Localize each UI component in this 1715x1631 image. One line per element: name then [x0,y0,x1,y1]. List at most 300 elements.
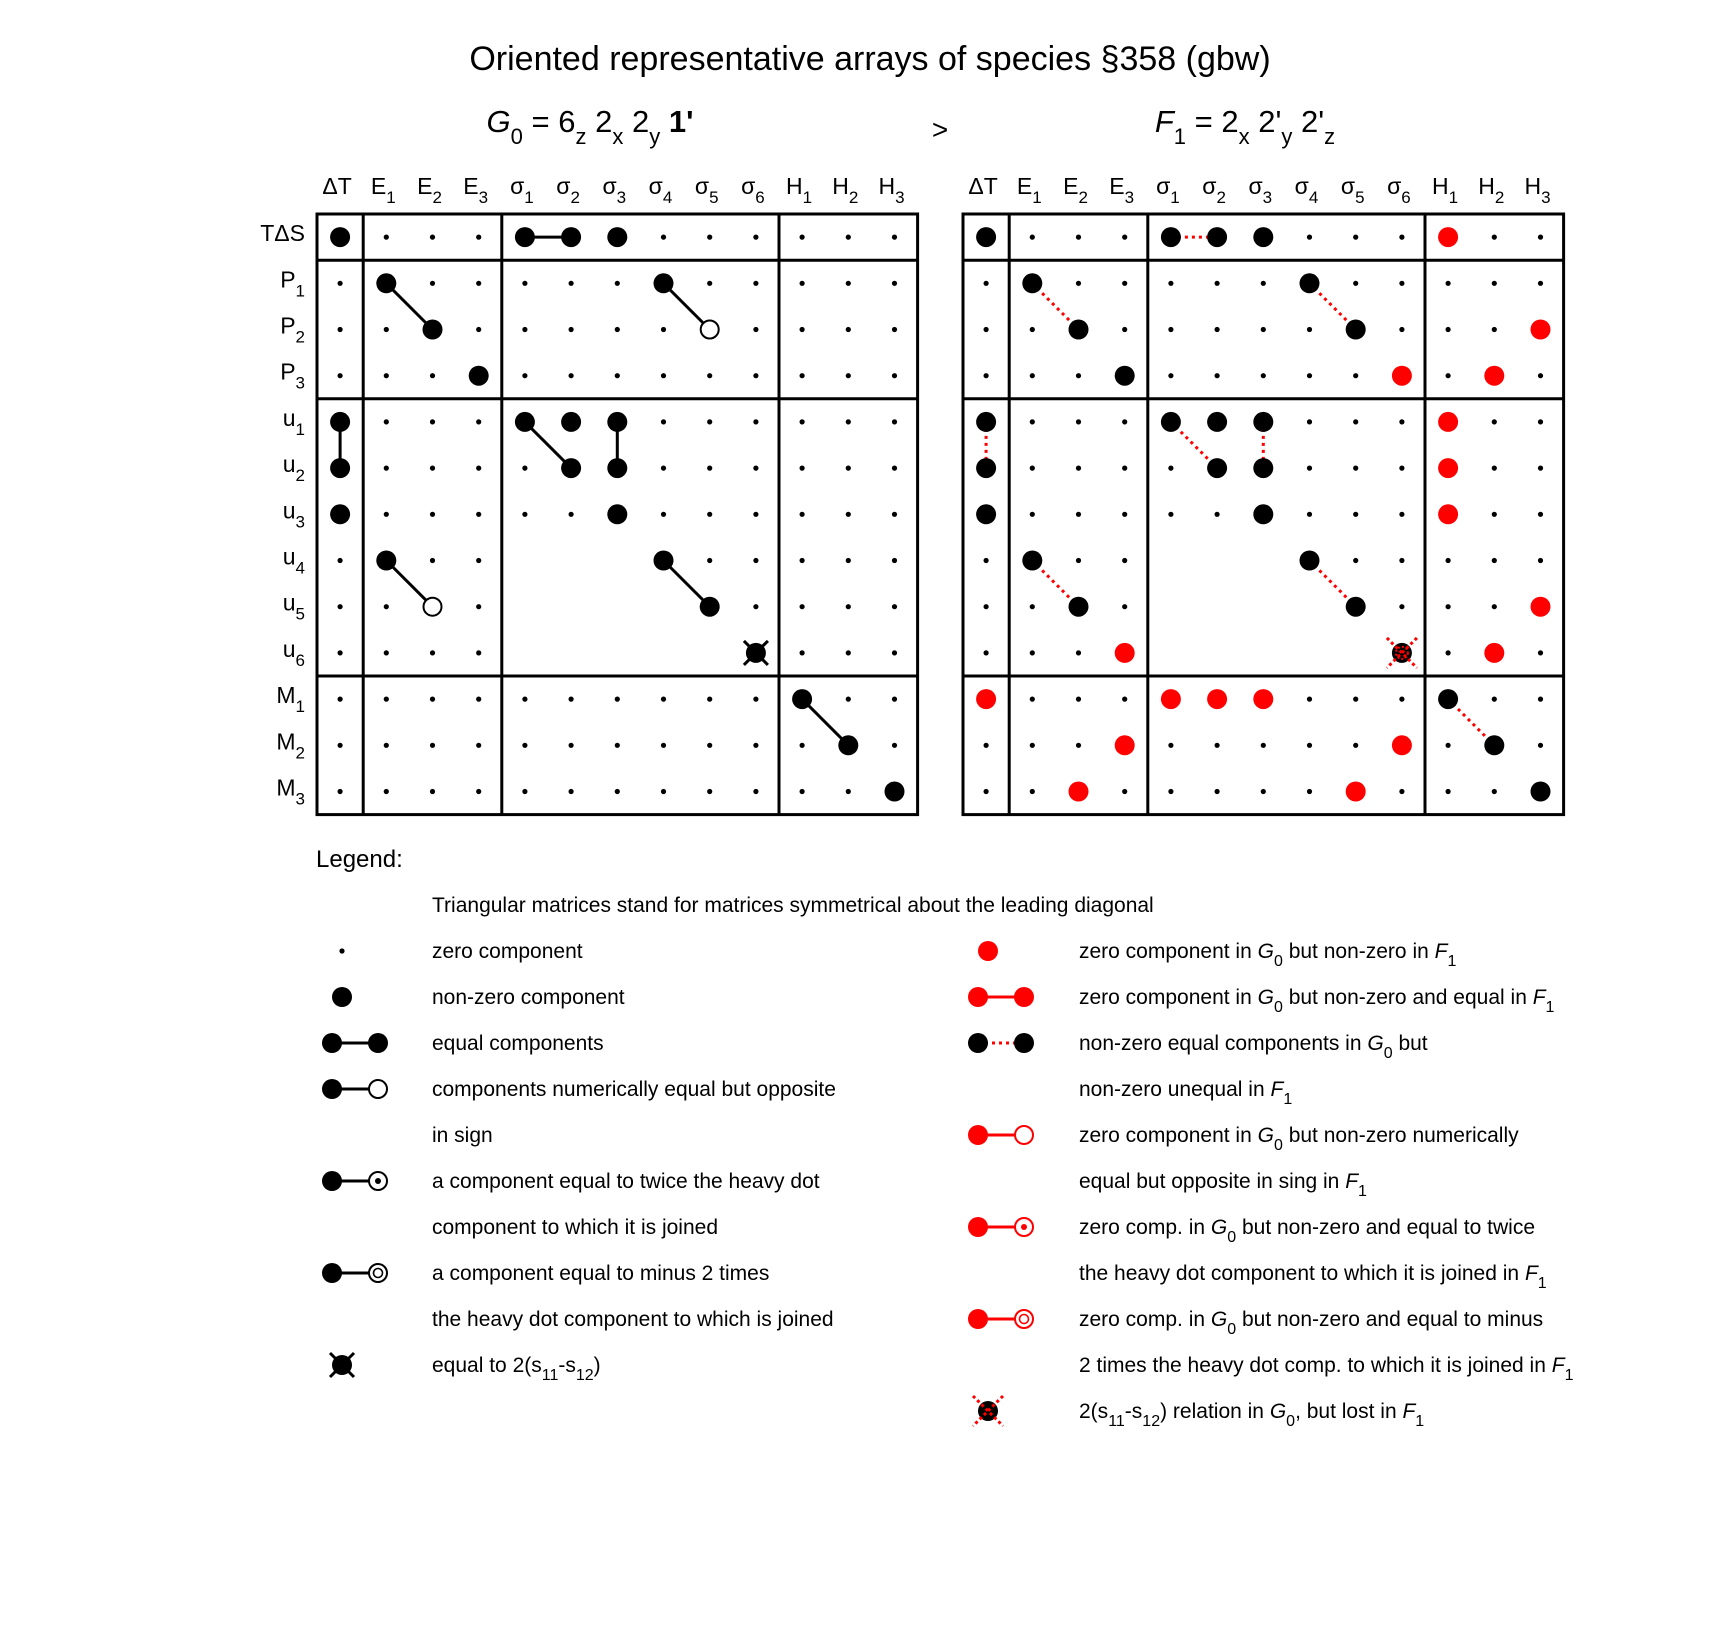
column-header-subscript: 3 [1262,188,1273,207]
small-dot [384,789,389,794]
big-dot [1253,412,1273,432]
column-header-g0 [832,173,858,207]
column-header-subscript: 4 [662,188,673,207]
small-dot [1446,650,1451,655]
small-dot [338,789,343,794]
red-dot [1392,366,1412,386]
small-dot [800,558,805,563]
small-dot [1538,235,1543,240]
small-dot [1168,281,1173,286]
legend-text-part: 0 [1227,1321,1237,1338]
group-operator: 2 [586,104,613,139]
column-header-subscript: 5 [709,188,719,207]
group-heading [487,104,694,149]
small-dot [1261,327,1266,332]
column-header-subscript: 6 [755,188,765,207]
small-dot [1030,604,1035,609]
small-dot [846,558,851,563]
column-header-symbol: σ [510,173,525,199]
legend-text [1079,940,1456,970]
small-dot [384,419,389,424]
small-dot [1030,789,1035,794]
small-dot [892,373,897,378]
legend-text [1079,986,1555,1016]
small-dot [1399,327,1404,332]
small-dot [753,373,758,378]
link-start-dot [322,1263,342,1283]
column-header-symbol: H [1524,173,1542,199]
link-end-ring [1015,1310,1033,1328]
small-dot [1076,558,1081,563]
small-dot [753,281,758,286]
small-dot [1076,466,1081,471]
small-dot [1399,281,1404,286]
legend-text-part: 0 [1383,1045,1393,1062]
small-dot [1353,281,1358,286]
legend-text [1079,1216,1535,1246]
big-dot [976,458,996,478]
legend-symbol-equal-link [322,1033,388,1053]
big-dot [1300,551,1320,571]
small-dot [661,466,666,471]
small-dot [1538,466,1543,471]
small-dot [384,327,389,332]
small-dot [430,512,435,517]
legend-text-part: G [1257,1124,1274,1147]
small-dot [661,743,666,748]
small-dot [615,743,620,748]
red-dot [1531,320,1551,340]
column-header-subscript: 1 [1170,188,1180,207]
big-dot [1207,458,1227,478]
matrices [260,104,1563,815]
small-dot [1168,789,1173,794]
group-heading [1155,104,1335,149]
column-header-symbol: σ [1156,173,1171,199]
legend-note: Triangular matrices stand for matrices symmetrical about the leading diagonal [432,894,1154,917]
small-dot [569,281,574,286]
small-dot [1030,373,1035,378]
small-dot [1353,373,1358,378]
column-header-f1 [1202,173,1226,207]
column-header-symbol: E [370,173,387,199]
link-end-center [1021,1224,1027,1230]
legend-text-part: zero component in [1079,940,1258,963]
small-dot [569,743,574,748]
column-header-subscript: 3 [895,188,905,207]
matrix-g0 [260,173,917,815]
legend-text-part: G [1269,1400,1287,1423]
small-dot [522,466,527,471]
row-label-symbol: u [282,497,296,524]
legend-symbol-twice-link [322,1171,387,1191]
small-dot [615,697,620,702]
legend-text-part: G [1257,940,1274,963]
link-end-ring [369,1080,387,1098]
small-dot [753,604,758,609]
row-label [283,451,305,485]
small-dot [522,743,527,748]
small-dot [1353,512,1358,517]
small-dot [753,512,758,517]
column-header-subscript: 3 [1124,188,1135,207]
column-header-symbol: E [417,173,433,199]
small-dot [846,235,851,240]
legend-symbol-red-opposite-link [968,1125,1033,1145]
small-dot [1076,235,1081,240]
row-label-subscript: 6 [295,650,305,670]
big-dot [976,412,996,432]
red-dot [1161,689,1181,709]
legend-text-part: the heavy dot component to which is joined [432,1308,834,1331]
legend-text-part: 1 [1283,1091,1293,1108]
legend-text-part: a component equal to minus 2 times [432,1262,770,1285]
small-dot [1307,327,1312,332]
column-header-subscript: 2 [1494,188,1505,207]
small-dot [707,281,712,286]
small-dot [430,650,435,655]
small-dot [476,235,481,240]
column-header-f1 [1109,173,1134,207]
legend-text-part: F [1551,1354,1565,1377]
small-dot [707,743,712,748]
row-label-symbol: P [280,266,296,293]
column-header-subscript: 3 [478,188,489,207]
small-dot [1076,512,1081,517]
small-dot [753,419,758,424]
legend-text-part: 2 times the heavy dot comp. to which it is joined in [1079,1354,1552,1377]
column-header-g0 [322,173,351,199]
small-dot [1492,235,1497,240]
small-dot [800,650,805,655]
group-operator: 2' [1249,104,1282,139]
small-dot [984,373,989,378]
column-header-symbol: σ [1202,173,1217,199]
row-label-subscript: 2 [295,466,305,486]
big-dot [376,273,396,293]
row-label-symbol: P [280,312,296,339]
red-dot [1392,735,1412,755]
big-dot [1069,320,1089,340]
small-dot [707,466,712,471]
small-dot [846,281,851,286]
column-header-symbol: ΔT [968,173,998,199]
legend-symbol-opposite-link [322,1079,387,1099]
small-dot [1399,697,1404,702]
link-start-dot [968,1033,988,1053]
big-dot [1022,551,1042,571]
big-dot [561,458,581,478]
small-dot [1399,466,1404,471]
column-header-g0 [556,173,580,207]
column-header-subscript: 1 [1032,188,1042,207]
link-start-dot [968,987,988,1007]
big-dot [1115,366,1135,386]
column-header-subscript: 1 [386,188,396,207]
legend [316,846,1574,1430]
red-dot [1438,458,1458,478]
big-dot [1300,273,1320,293]
small-dot [1307,743,1312,748]
small-dot [430,743,435,748]
small-dot [1307,419,1312,424]
small-dot [1076,743,1081,748]
small-dot [430,281,435,286]
red-dot [976,689,996,709]
small-dot [338,327,343,332]
row-label [276,682,305,716]
legend-text-part: G [1210,1216,1228,1239]
small-dot [892,650,897,655]
row-label [283,405,305,439]
big-dot [792,689,812,709]
column-header-f1 [1156,173,1180,207]
small-dot [569,373,574,378]
small-dot [430,235,435,240]
small-dot [1261,281,1266,286]
legend-text-part: but non-zero and equal to minus [1236,1308,1544,1331]
legend-text-part: F [1402,1400,1416,1423]
small-dot [1538,419,1543,424]
legend-text-part: 11 [541,1367,559,1384]
small-dot [1307,789,1312,794]
small-dot [430,789,435,794]
link-start-dot [968,1125,988,1145]
small-dot [1492,327,1497,332]
small-dot [1399,419,1404,424]
red-dot [1346,782,1366,802]
small-dot [800,419,805,424]
small-dot [846,789,851,794]
small-dot [1122,697,1127,702]
legend-text [432,1262,769,1285]
small-dot [661,235,666,240]
small-dot [800,743,805,748]
legend-text-part: 0 [1273,953,1283,970]
legend-symbol-red-cross-dot [973,1396,1003,1426]
column-header-subscript: 1 [524,188,534,207]
small-dot [892,327,897,332]
big-dot [561,227,581,247]
legend-text-part: 11 [1108,1413,1125,1430]
small-dot [1353,466,1358,471]
relation-symbol: > [931,114,949,145]
big-dot [1069,597,1089,617]
big-dot [469,366,489,386]
legend-text-part: non-zero equal components in [1079,1032,1368,1055]
small-dot [1307,697,1312,702]
legend-text-part: equal but opposite in sing in [1079,1170,1346,1193]
row-label-symbol: M [276,682,296,709]
small-dot [339,948,344,953]
small-dot [1215,512,1220,517]
legend-text-part: 1 [1447,953,1457,970]
column-header-g0 [786,173,812,207]
big-dot [1253,504,1273,524]
small-dot [1399,235,1404,240]
column-header-symbol: ΔT [322,173,352,199]
small-dot [984,743,989,748]
small-dot [1446,327,1451,332]
small-dot [1353,235,1358,240]
big-dot [976,227,996,247]
small-dot [846,327,851,332]
small-dot [1538,743,1543,748]
legend-text-part: equal components [432,1032,604,1055]
column-header-symbol: H [786,173,803,199]
row-label-subscript: 5 [295,604,305,624]
legend-text-part: but non-zero numerically [1282,1124,1519,1147]
small-dot [1168,373,1173,378]
small-dot [1492,419,1497,424]
small-dot [1030,650,1035,655]
small-dot [800,789,805,794]
row-label-symbol: u [282,451,296,478]
row-label-symbol: M [276,774,296,801]
group-operator-subscript: z [1324,124,1336,149]
link-end-dot [1014,987,1034,1007]
legend-text-part: non-zero unequal in [1079,1078,1271,1101]
legend-text [1079,1124,1519,1154]
small-dot [476,697,481,702]
legend-text-part: G [1210,1308,1228,1331]
column-header-subscript: 4 [1308,188,1319,207]
group-operator-subscript: y [1281,124,1293,149]
small-dot [1399,789,1404,794]
red-dot [1438,412,1458,432]
link-start-dot [968,1309,988,1329]
legend-symbol-red-twice-link [968,1217,1033,1237]
small-dot [1030,235,1035,240]
column-header-symbol: σ [556,173,571,199]
row-label-subscript: 1 [295,419,305,439]
small-dot [1399,558,1404,563]
small-dot [384,235,389,240]
big-dot [700,597,720,617]
column-header-subscript: 1 [1448,188,1459,207]
small-dot [430,419,435,424]
legend-text-part: zero component [432,940,583,963]
legend-symbol-cross-dot [330,1353,354,1377]
small-dot [892,466,897,471]
column-header-f1 [1063,173,1088,207]
legend-text-part: 1 [1358,1183,1367,1200]
small-dot [522,789,527,794]
small-dot [753,466,758,471]
legend-symbol-dotted-link [968,1033,1034,1053]
column-header-g0 [695,173,719,207]
small-dot [338,373,343,378]
small-dot [569,789,574,794]
small-dot [569,327,574,332]
link-start-dot [322,1171,342,1191]
legend-text-part: but non-zero and equal in [1282,986,1533,1009]
column-header-f1 [1524,173,1550,207]
big-dot [330,458,350,478]
legend-text [432,1354,601,1384]
legend-text-part: 1 [1564,1367,1574,1384]
row-label-subscript: 3 [295,512,305,532]
small-dot [476,466,481,471]
small-dot [1492,789,1497,794]
big-dot [838,735,858,755]
legend-text-part: in sign [432,1124,493,1147]
small-dot [1307,512,1312,517]
row-label-subscript: 3 [295,373,305,393]
legend-text-part: G [1257,986,1274,1009]
red-dot [1069,782,1089,802]
column-header-g0 [510,173,534,207]
legend-text-part: zero component in [1079,986,1258,1009]
small-dot [984,604,989,609]
column-header-subscript: 3 [1541,188,1551,207]
column-header-f1 [1341,173,1365,207]
small-dot [661,419,666,424]
column-header-symbol: E [1016,173,1033,199]
small-dot [707,235,712,240]
small-dot [476,650,481,655]
small-dot [1030,743,1035,748]
small-dot [1122,419,1127,424]
small-dot [892,512,897,517]
column-header-symbol: σ [602,173,617,199]
small-dot [800,373,805,378]
legend-text-part: 0 [1227,1229,1237,1246]
link-end-dot [1014,1033,1034,1053]
small-dot [1492,558,1497,563]
link-end-ring [369,1264,387,1282]
small-dot [661,789,666,794]
small-dot [846,512,851,517]
row-label [283,497,305,531]
legend-symbol-red-equal-link [968,987,1034,1007]
small-dot [1446,604,1451,609]
small-dot [1122,558,1127,563]
group-operator: 2' [1292,104,1325,139]
red-dot [1484,366,1504,386]
row-label-symbol: TΔS [260,220,305,247]
big-dot [1531,782,1551,802]
legend-text-part: 2(s [1079,1400,1109,1423]
small-dot [1122,235,1127,240]
open-dot [424,598,442,616]
column-header-subscript: 2 [570,188,580,207]
legend-text-part: the heavy dot component to which it is joined in [1079,1262,1525,1285]
legend-text-part: 0 [1273,999,1283,1016]
big-dot [978,941,998,961]
row-label-symbol: u [282,543,296,570]
column-header-symbol: E [463,173,479,199]
row-label-subscript: 1 [295,697,305,717]
small-dot [430,697,435,702]
small-dot [846,650,851,655]
small-dot [476,512,481,517]
row-label-subscript: 2 [295,327,305,347]
row-label [280,266,305,300]
small-dot [661,512,666,517]
big-dot [607,227,627,247]
link-start-dot [322,1079,342,1099]
small-dot [430,373,435,378]
small-dot [661,373,666,378]
small-dot [707,512,712,517]
legend-text-part: , but lost in [1295,1400,1403,1423]
row-label-symbol: u [282,404,296,431]
small-dot [753,697,758,702]
red-dot [1115,735,1135,755]
red-dot [1438,227,1458,247]
column-header-f1 [1478,173,1504,207]
